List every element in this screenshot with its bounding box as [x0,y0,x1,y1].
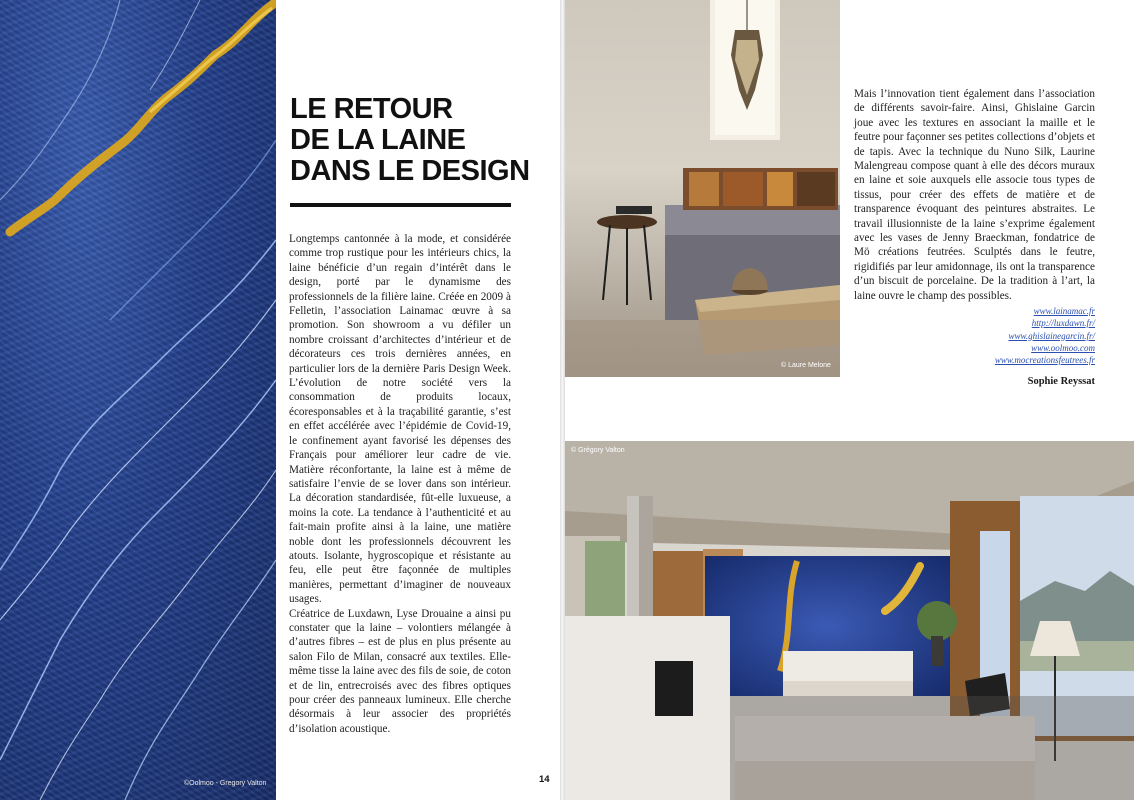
website-link[interactable]: http://luxdawn.fr/ [1031,318,1095,329]
author-name: Sophie Reyssat [1027,376,1095,387]
website-links [945,305,1095,366]
article-body-right: Mais l’innovation tient également dans l’association de différents savoir-faire. Ainsi, Ghislaine Garcin joue avec les textures en associant la maille et le feutre pour façonner ses petites collections d’objets et de tapis. Avec la technique du Nuno Silk, Laurine Malengreau compose quant à elle des décors muraux en laine et soie auxquels elle associe tous types de tissus, pour créer des effets de matière et de transparence évoquant des peintures abstraites. Le travail illusionniste de la laine s’exprime également avec les vases de Jenny Braeckman, fondatrice de Mö créations feutrées. Sculptés dans le feutre, rigidifiés par leur amidonnage, ils ont la transparence d’un biscuit de porcelaine. De la tradition à l’art, la laine ouvre le champ des possibles. [854,88,1095,302]
title-line: LE RETOUR [290,93,453,125]
living-room-photo [565,441,1134,800]
left-page [0,0,562,800]
felt-artwork-image [0,0,276,800]
photo-credit: © Grégory Valton [571,447,625,454]
website-link[interactable]: www.ghislainegarcin.fr/ [1008,330,1095,341]
article-title [290,94,530,187]
bedroom-photo [565,0,840,377]
website-link[interactable]: www.lainamac.fr [1033,306,1095,316]
website-link[interactable]: www.mocreationsfeutrees.fr [994,355,1095,366]
living-room-illustration [565,441,1134,800]
bedroom-illustration [565,0,840,377]
title-line: DANS LE DESIGN [290,155,530,187]
page-number: 14 [539,774,550,785]
title-line: DE LA LAINE [290,124,466,156]
right-page [565,0,1134,800]
article-body-left [289,232,511,736]
title-divider [290,203,511,207]
body-paragraph: Longtemps cantonnée à la mode, et considérée comme trop rustique pour les intérieurs chics, la laine bénéficie d’un regain d’intérêt dans le design, porté par le dynamisme des professionnels de la filière laine. Créée en 2009 à Felletin, l’association Lainamac œuvre à sa promotion. Son showroom a vu défiler un nombre croissant d’architectes d’intérieur et de décorateurs ces trois dernières années, en particulier lors de la dernière Paris Design Week. L’évolution de notre société vers la consommation de produits locaux, écoresponsables et à la traçabilité garantie, s’est en effet accélérée avec l’épidémie de Covid-19, le confinement ayant favorisé les dépenses des Français pour améliorer leur cadre de vie. Matière réconfortante, la laine est à même de satisfaire l’envie de se lover dans son intérieur. La décoration standardisée, fût-elle luxueuse, a moins la cote. La tendance à l’authenticité et au fait-main profite ainsi à la laine, une matière noble dont les professionnels découvrent les atouts. Isolante, hygroscopique et résistante au feu, elle peut être façonnée de multiples manières, permettant d’imaginer de nouveaux usages. [289,233,511,606]
felt-fibers-illustration [0,0,276,800]
website-link[interactable]: www.oolmoo.com [1031,342,1095,353]
image-credit: ©Oolmoo - Gregory Valton [184,780,267,787]
body-paragraph: Créatrice de Luxdawn, Lyse Drouaine a ainsi pu constater que la laine – volontiers mélangée à d’autres fibres – est de plus en plus présente au salon Filo de Milan, consacré aux textiles. Elle-même tisse la laine avec des fils de soie, de coton et de lin, entrecroisés avec des fibres optiques pour créer des panneaux lumineux. Elle cherche désormais à leur associer des propriétés d’isolation acoustique. [289,607,511,735]
photo-credit: © Laure Melone [781,362,831,369]
